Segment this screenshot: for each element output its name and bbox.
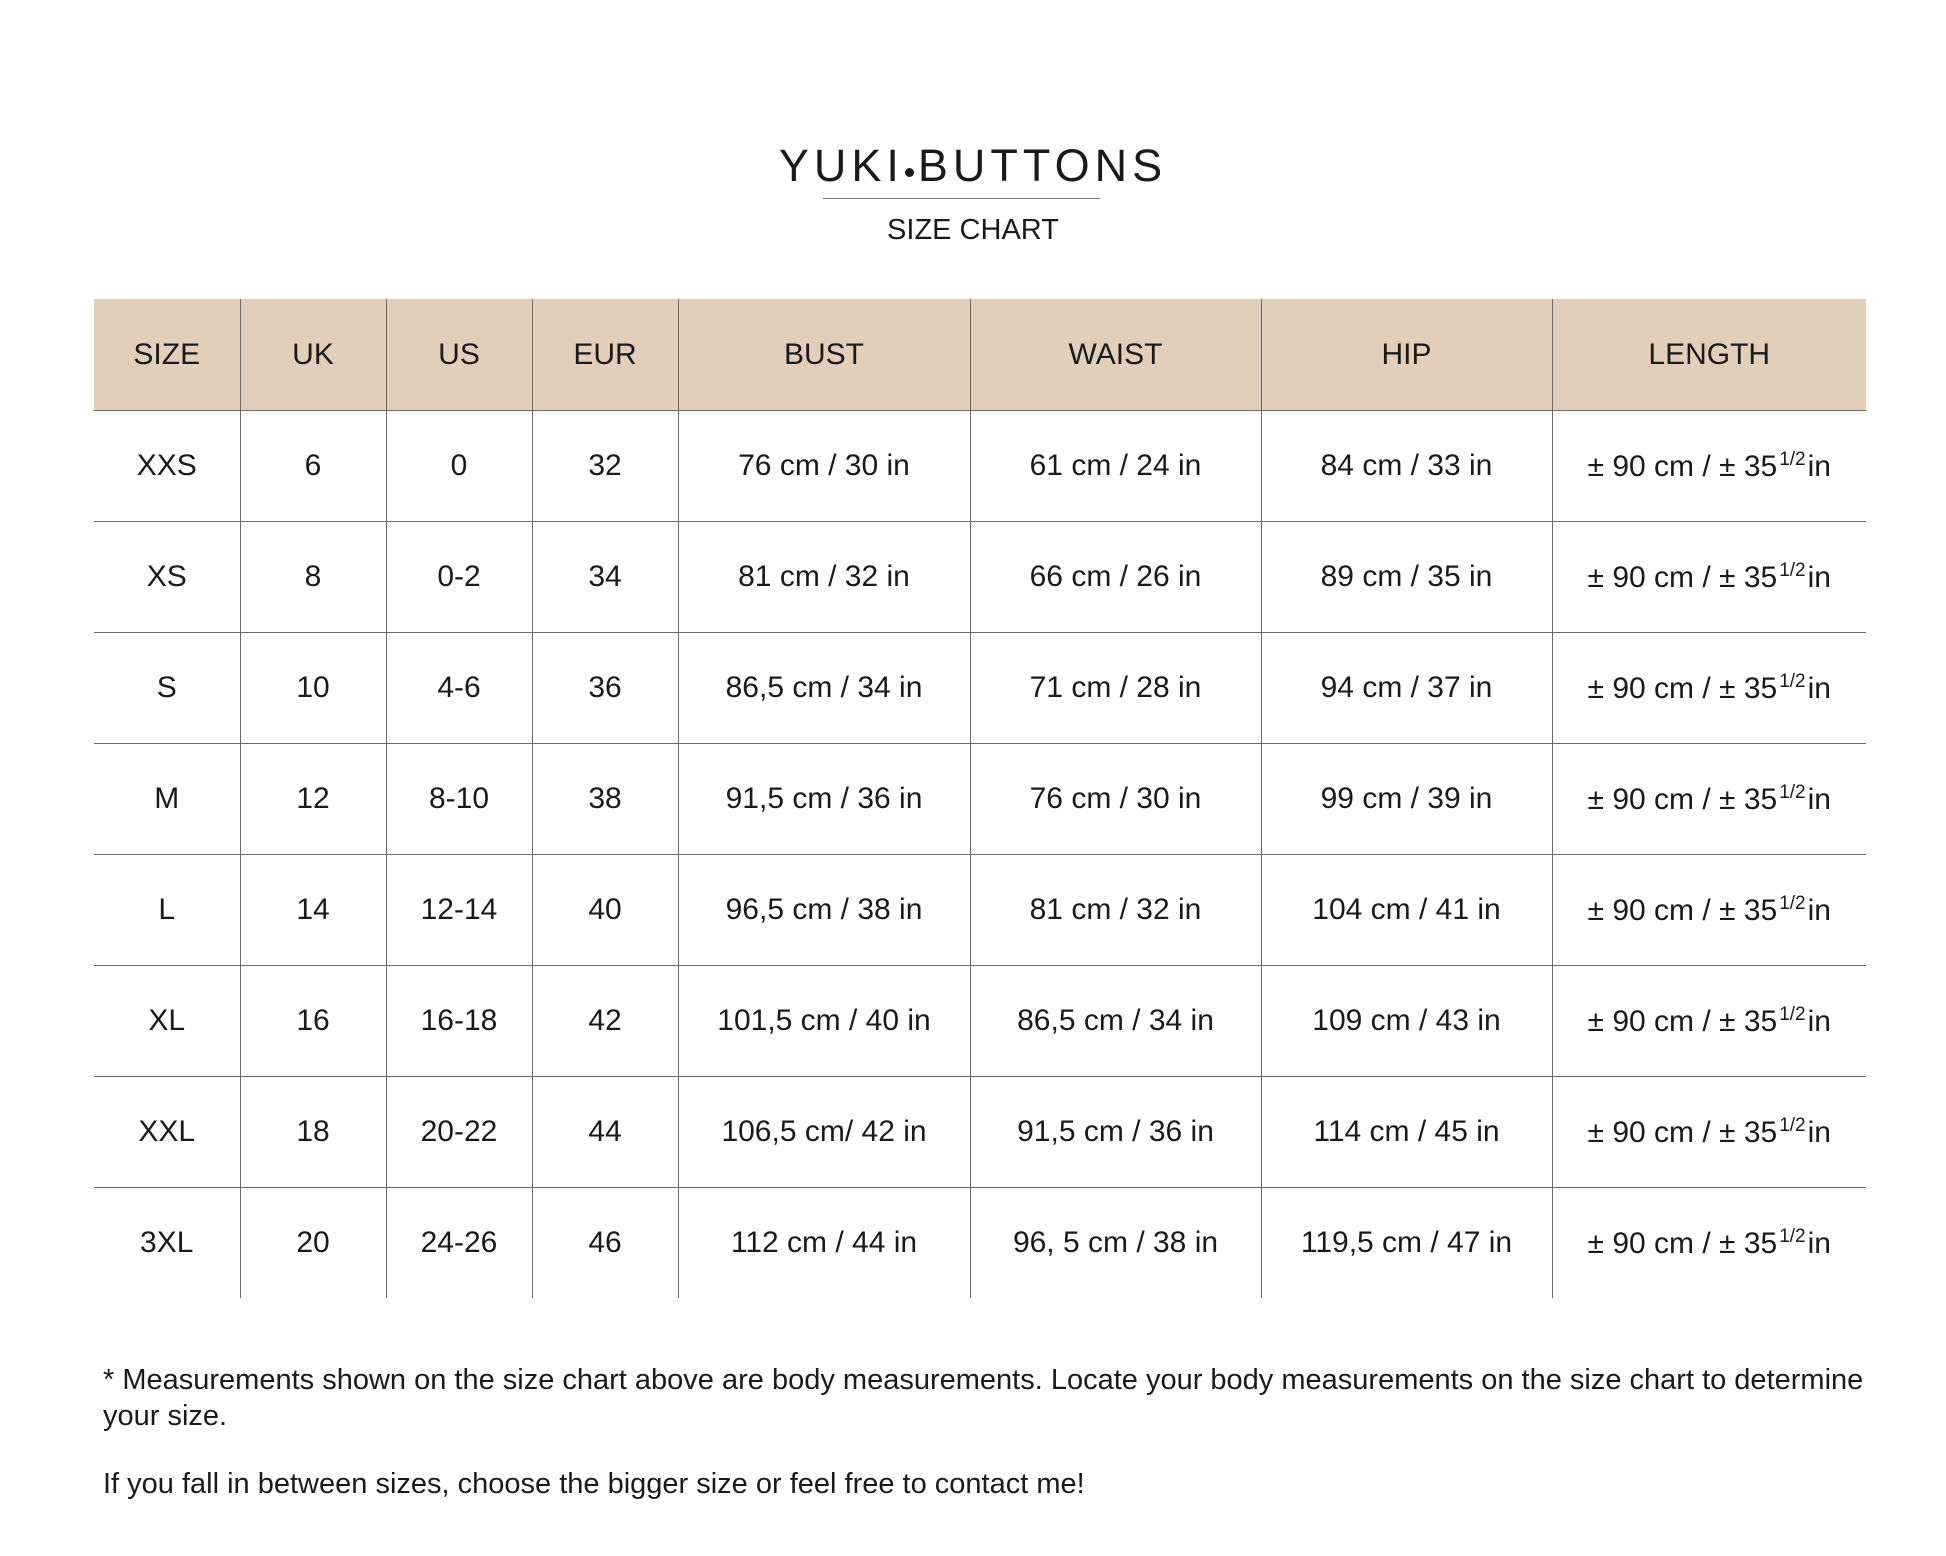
length-fraction: 1/2	[1779, 1003, 1806, 1025]
hip-cell: 89 cm / 35 in	[1261, 522, 1552, 633]
uk-cell: 10	[240, 633, 386, 744]
length-cell	[1552, 633, 1866, 744]
eur-cell: 40	[532, 855, 678, 966]
uk-cell: 20	[240, 1188, 386, 1299]
length-value: ± 90 cm / ± 35	[1587, 782, 1778, 816]
hip-cell: 84 cm / 33 in	[1261, 411, 1552, 522]
length-cell	[1552, 966, 1866, 1077]
table-row	[94, 411, 1866, 522]
length-unit: in	[1807, 1115, 1831, 1149]
waist-cell: 61 cm / 24 in	[970, 411, 1261, 522]
length-unit: in	[1807, 671, 1831, 705]
length-value: ± 90 cm / ± 35	[1587, 893, 1778, 927]
us-cell: 8-10	[386, 744, 532, 855]
hip-cell: 94 cm / 37 in	[1261, 633, 1552, 744]
size-cell: L	[94, 855, 240, 966]
bust-cell: 106,5 cm/ 42 in	[678, 1077, 970, 1188]
uk-cell: 6	[240, 411, 386, 522]
length-unit: in	[1807, 449, 1831, 483]
length-value: ± 90 cm / ± 35	[1587, 1115, 1778, 1149]
eur-cell: 38	[532, 744, 678, 855]
waist-cell: 66 cm / 26 in	[970, 522, 1261, 633]
waist-cell: 81 cm / 32 in	[970, 855, 1261, 966]
column-header-uk: UK	[240, 299, 386, 411]
size-cell: S	[94, 633, 240, 744]
hip-cell: 119,5 cm / 47 in	[1261, 1188, 1552, 1299]
length-cell	[1552, 744, 1866, 855]
hip-cell: 114 cm / 45 in	[1261, 1077, 1552, 1188]
column-header-waist: WAIST	[970, 299, 1261, 411]
table-row	[94, 522, 1866, 633]
us-cell: 20-22	[386, 1077, 532, 1188]
length-unit: in	[1807, 1226, 1831, 1260]
length-fraction: 1/2	[1779, 781, 1806, 803]
brand-logo	[0, 136, 1946, 196]
brand-name-right: BUTTONS	[917, 140, 1168, 191]
table-row	[94, 855, 1866, 966]
measurements-note: * Measurements shown on the size chart above are body measurements. Locate your body measurements on the size chart to determine your size.	[103, 1364, 1864, 1432]
bust-cell: 96,5 cm / 38 in	[678, 855, 970, 966]
bust-cell: 91,5 cm / 36 in	[678, 744, 970, 855]
length-cell	[1552, 1077, 1866, 1188]
column-header-eur: EUR	[532, 299, 678, 411]
waist-cell: 96, 5 cm / 38 in	[970, 1188, 1261, 1299]
uk-cell: 16	[240, 966, 386, 1077]
page-title: SIZE CHART	[887, 214, 1059, 246]
column-header-hip: HIP	[1261, 299, 1552, 411]
us-cell: 4-6	[386, 633, 532, 744]
length-fraction: 1/2	[1779, 559, 1806, 581]
length-unit: in	[1807, 782, 1831, 816]
waist-cell: 91,5 cm / 36 in	[970, 1077, 1261, 1188]
length-fraction: 1/2	[1779, 1114, 1806, 1136]
length-unit: in	[1807, 1004, 1831, 1038]
us-cell: 12-14	[386, 855, 532, 966]
bust-cell: 101,5 cm / 40 in	[678, 966, 970, 1077]
length-cell	[1552, 1188, 1866, 1299]
us-cell: 24-26	[386, 1188, 532, 1299]
bust-cell: 86,5 cm / 34 in	[678, 633, 970, 744]
waist-cell: 71 cm / 28 in	[970, 633, 1261, 744]
column-header-size: SIZE	[94, 299, 240, 411]
eur-cell: 32	[532, 411, 678, 522]
uk-cell: 14	[240, 855, 386, 966]
bust-cell: 81 cm / 32 in	[678, 522, 970, 633]
length-fraction: 1/2	[1779, 1225, 1806, 1247]
table-row	[94, 966, 1866, 1077]
brand-name-left: YUKI	[778, 140, 904, 191]
table-row	[94, 633, 1866, 744]
column-header-us: US	[386, 299, 532, 411]
length-cell	[1552, 411, 1866, 522]
column-header-bust: BUST	[678, 299, 970, 411]
bust-cell: 112 cm / 44 in	[678, 1188, 970, 1299]
length-value: ± 90 cm / ± 35	[1587, 1226, 1778, 1260]
brand-divider	[823, 198, 1100, 199]
us-cell: 0-2	[386, 522, 532, 633]
length-fraction: 1/2	[1779, 670, 1806, 692]
table-row	[94, 744, 1866, 855]
us-cell: 16-18	[386, 966, 532, 1077]
size-cell: XXL	[94, 1077, 240, 1188]
table-row	[94, 1077, 1866, 1188]
length-value: ± 90 cm / ± 35	[1587, 671, 1778, 705]
eur-cell: 46	[532, 1188, 678, 1299]
waist-cell: 76 cm / 30 in	[970, 744, 1261, 855]
eur-cell: 36	[532, 633, 678, 744]
size-cell: XXS	[94, 411, 240, 522]
uk-cell: 8	[240, 522, 386, 633]
size-cell: XS	[94, 522, 240, 633]
column-header-length: LENGTH	[1552, 299, 1866, 411]
between-sizes-note: If you fall in between sizes, choose the bigger size or feel free to contact me!	[103, 1468, 1085, 1500]
eur-cell: 44	[532, 1077, 678, 1188]
length-fraction: 1/2	[1779, 892, 1806, 914]
length-unit: in	[1807, 560, 1831, 594]
length-value: ± 90 cm / ± 35	[1587, 560, 1778, 594]
uk-cell: 18	[240, 1077, 386, 1188]
hip-cell: 109 cm / 43 in	[1261, 966, 1552, 1077]
hip-cell: 104 cm / 41 in	[1261, 855, 1552, 966]
size-chart-table	[94, 299, 1866, 1298]
size-cell: XL	[94, 966, 240, 1077]
waist-cell: 86,5 cm / 34 in	[970, 966, 1261, 1077]
length-cell	[1552, 522, 1866, 633]
length-cell	[1552, 855, 1866, 966]
table-row	[94, 1188, 1866, 1299]
brand-dot	[905, 168, 914, 177]
size-cell: M	[94, 744, 240, 855]
uk-cell: 12	[240, 744, 386, 855]
us-cell: 0	[386, 411, 532, 522]
length-value: ± 90 cm / ± 35	[1587, 1004, 1778, 1038]
eur-cell: 42	[532, 966, 678, 1077]
table-header-row	[94, 299, 1866, 411]
length-value: ± 90 cm / ± 35	[1587, 449, 1778, 483]
size-cell: 3XL	[94, 1188, 240, 1299]
length-unit: in	[1807, 893, 1831, 927]
length-fraction: 1/2	[1779, 448, 1806, 470]
eur-cell: 34	[532, 522, 678, 633]
hip-cell: 99 cm / 39 in	[1261, 744, 1552, 855]
bust-cell: 76 cm / 30 in	[678, 411, 970, 522]
